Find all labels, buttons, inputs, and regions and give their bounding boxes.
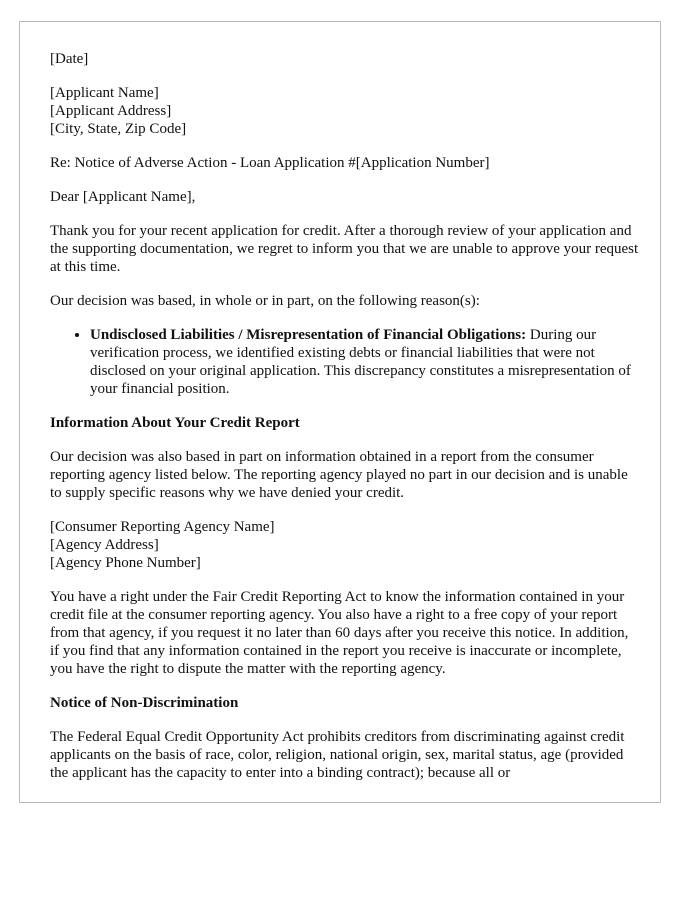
- agency-block: [50, 518, 640, 572]
- credit-report-heading: Information About Your Credit Report: [50, 415, 300, 431]
- agency-name: [Consumer Reporting Agency Name]: [50, 519, 275, 535]
- recipient-name: [Applicant Name]: [50, 85, 159, 101]
- agency-address: [Agency Address]: [50, 537, 159, 553]
- non-discrimination-heading: Notice of Non-Discrimination: [50, 695, 239, 711]
- reason-title: Undisclosed Liabilities / Misrepresentation of Financial Obligations:: [90, 327, 527, 343]
- fcra-rights-paragraph: You have a right under the Fair Credit Reporting Act to know the information contained in your credit file at the consumer reporting agency. You also have a right to a free copy of your report from that agency, if you request it no later than 60 days after you receive this notice. In addition, if you find that any information contained in the report you receive is inaccurate or incomplete, you have the right to dispute the matter with the reporting agency.: [50, 589, 629, 677]
- reasons-list: [50, 326, 640, 398]
- recipient-block: [50, 84, 640, 138]
- intro-paragraph: Thank you for your recent application for credit. After a thorough review of your application and the supporting documentation, we regret to inform you that we are unable to approve your request at this time.: [50, 223, 639, 275]
- reason-text: During our verification process, we identified existing debts or financial liabilities that were not disclosed on your original application. This discrepancy constitutes a misrepresentation of your financial position.: [90, 327, 631, 397]
- letter-date: [Date]: [50, 51, 89, 67]
- reason-item: [90, 326, 640, 398]
- letter-salutation: Dear [Applicant Name],: [50, 189, 196, 205]
- recipient-city-state-zip: [City, State, Zip Code]: [50, 121, 187, 137]
- non-discrimination-paragraph: The Federal Equal Credit Opportunity Act prohibits creditors from discriminating against credit applicants on the basis of race, color, religion, national origin, sex, marital status, age (provided the applicant has the capacity to enter into a binding contract); because all or: [50, 729, 625, 781]
- agency-phone: [Agency Phone Number]: [50, 555, 201, 571]
- recipient-address: [Applicant Address]: [50, 103, 172, 119]
- letter-subject: Re: Notice of Adverse Action - Loan Application #[Application Number]: [50, 155, 490, 171]
- credit-report-paragraph: Our decision was also based in part on information obtained in a report from the consumer reporting agency listed below. The reporting agency played no part in our decision and is unable to supply specific reasons why we have denied your credit.: [50, 449, 628, 501]
- letter-content: [50, 50, 640, 798]
- decision-basis-paragraph: Our decision was based, in whole or in part, on the following reason(s):: [50, 293, 480, 309]
- letter-page: [19, 21, 661, 803]
